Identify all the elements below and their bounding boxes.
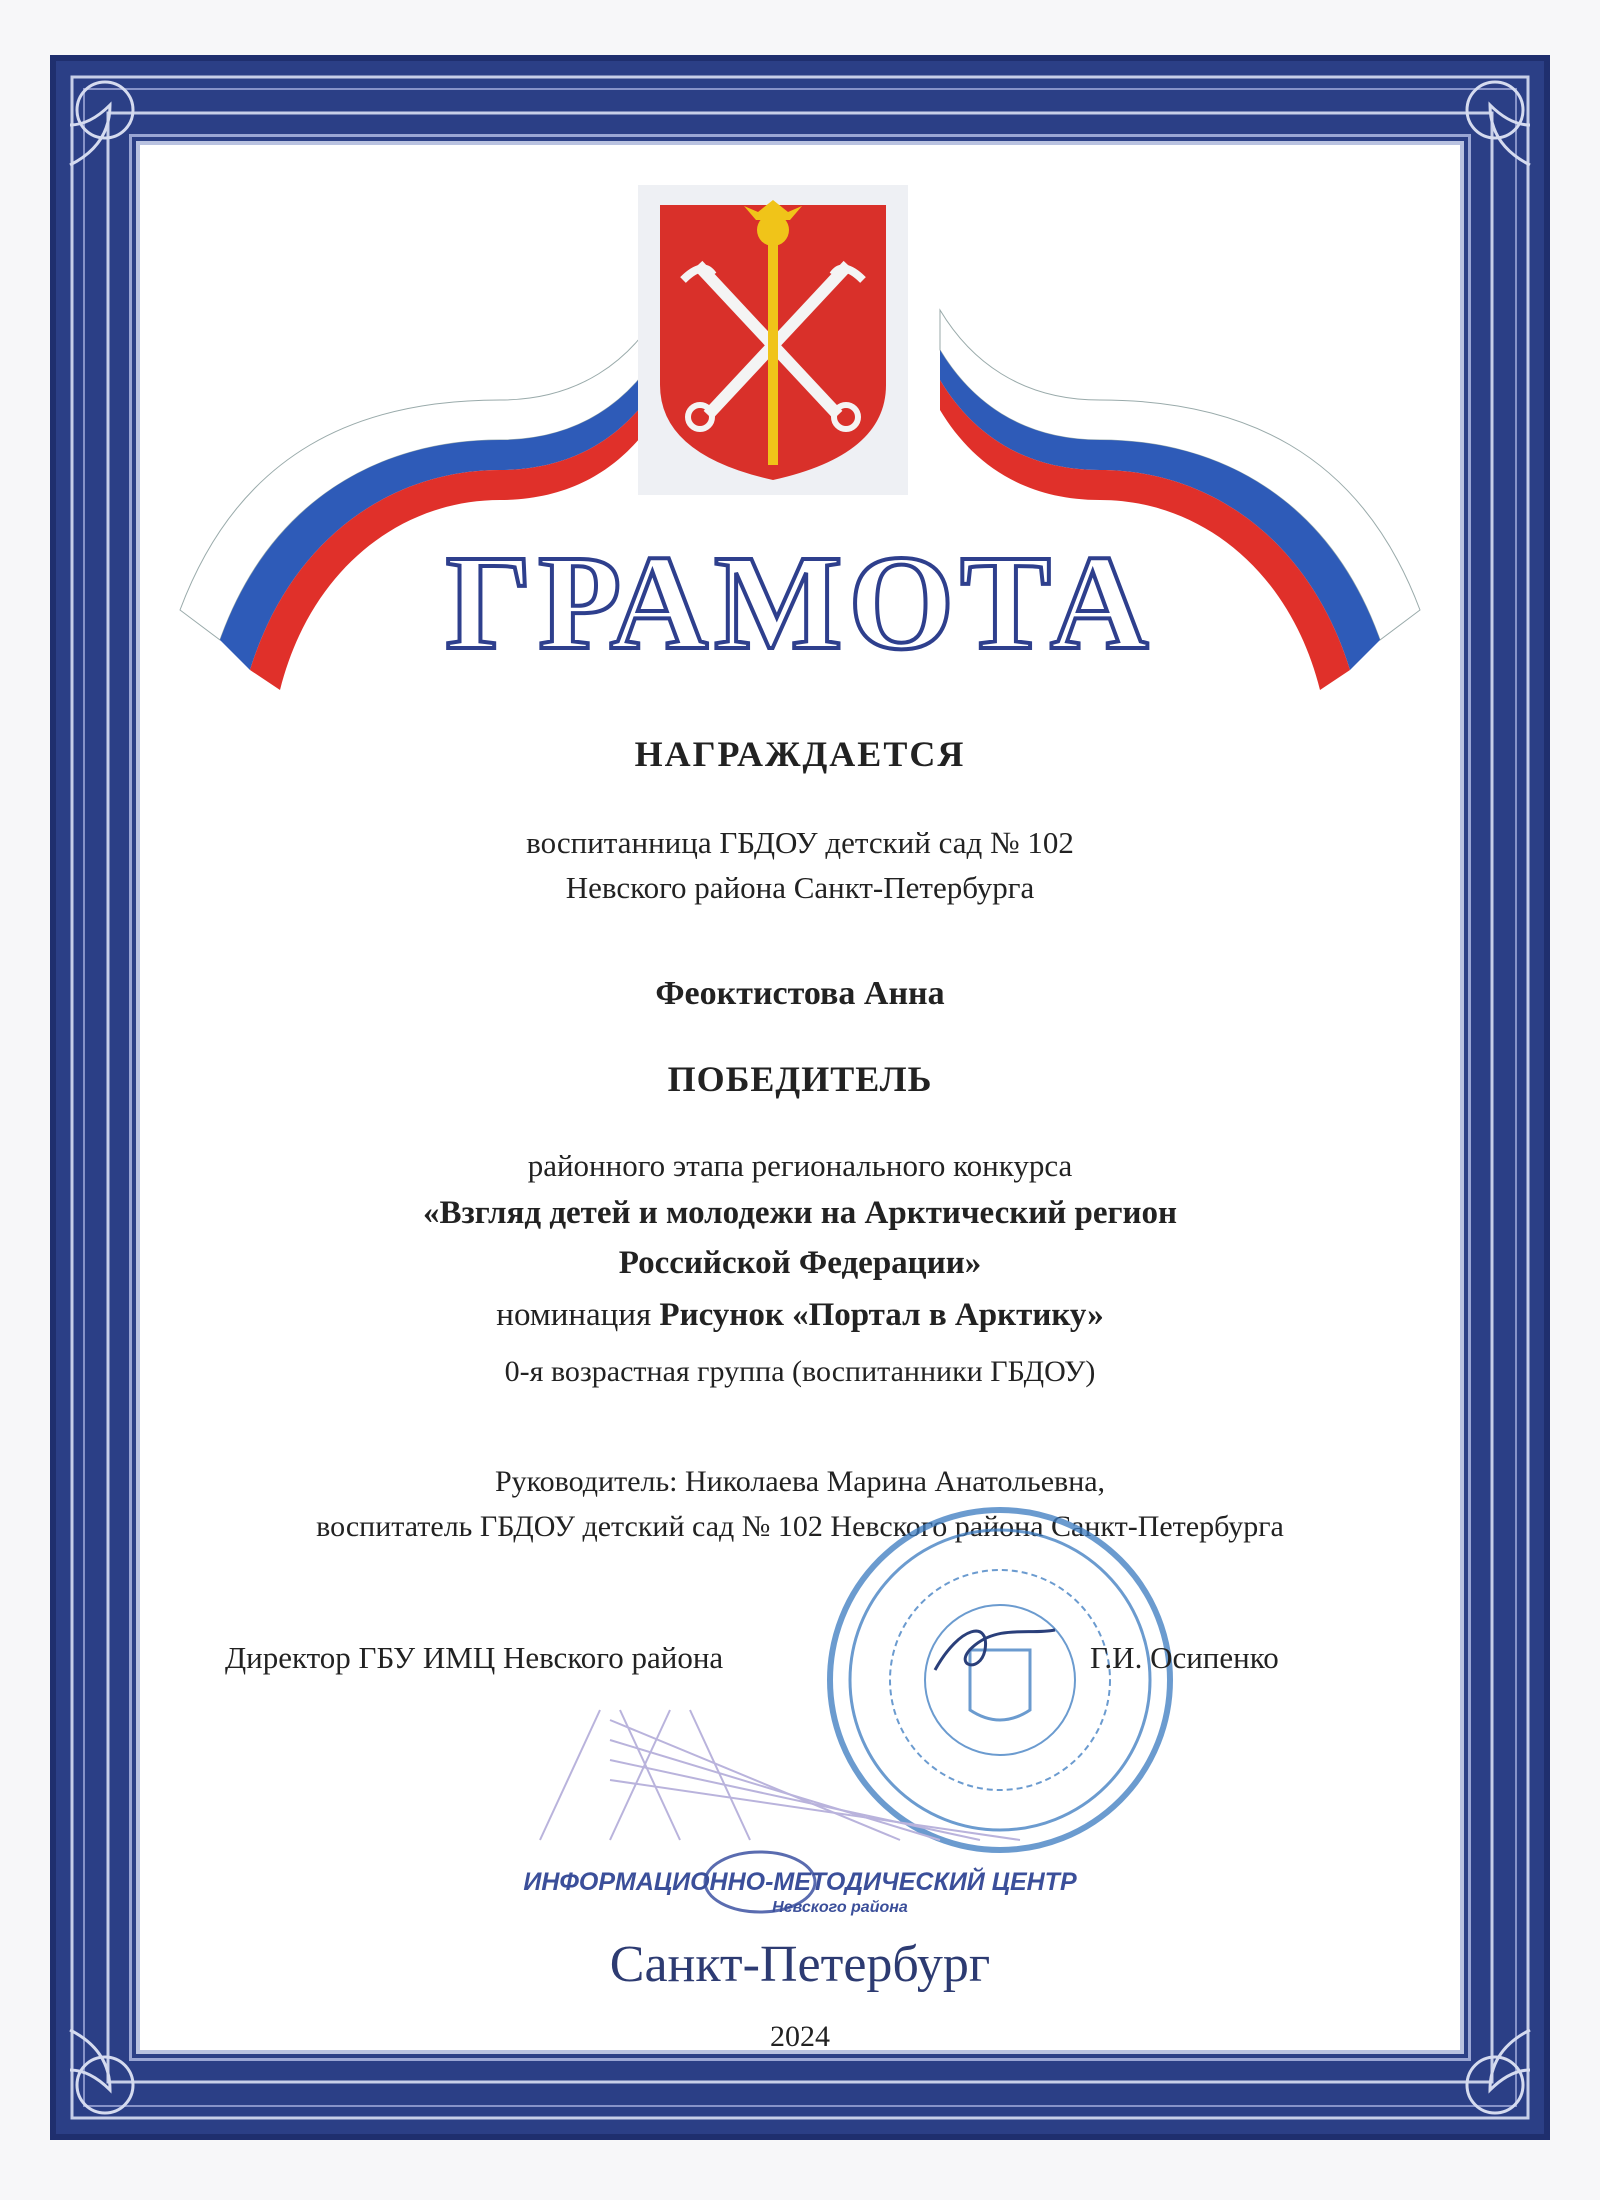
recipient-line-2: Невского района Санкт-Петербурга xyxy=(565,870,1035,905)
city: Санкт-Петербург xyxy=(609,1936,991,1993)
contest-title-line-1: «Взгляд детей и молодежи на Арктический регион xyxy=(422,1195,1178,1231)
year: 2024 xyxy=(770,2020,830,2053)
director-signature xyxy=(930,1615,1060,1685)
logo-line-1: ИНФОРМАЦИОННО-МЕТОДИЧЕСКИЙ ЦЕНТР xyxy=(523,1868,1077,1896)
contest-title-line-2: Российской Федерации» xyxy=(618,1245,982,1281)
director-name: Г.И. Осипенко xyxy=(1090,1640,1279,1675)
nomination xyxy=(0,1297,1600,1334)
saint-petersburg-coat-of-arms xyxy=(638,185,908,495)
recipient-line-1: воспитанница ГБДОУ детский сад № 102 xyxy=(526,825,1074,860)
certificate-title: ГРАМОТА xyxy=(445,528,1155,678)
contest-stage: районного этапа регионального конкурса xyxy=(527,1148,1073,1183)
nomination-title: Рисунок «Портал в Арктику» xyxy=(659,1297,1104,1333)
leader-line-1: Руководитель: Николаева Марина Анатольевна, xyxy=(494,1465,1106,1498)
leader-line-2: воспитатель ГБДОУ детский сад № 102 Невского района Санкт-Петербурга xyxy=(316,1510,1284,1543)
nomination-prefix: номинация xyxy=(496,1297,660,1333)
recipient-name: Феоктистова Анна xyxy=(655,975,945,1012)
imc-logo xyxy=(480,1690,1120,1920)
age-group: 0-я возрастная группа (воспитанники ГБДОУ) xyxy=(504,1355,1096,1388)
awarded-heading: НАГРАЖДАЕТСЯ xyxy=(634,734,966,774)
logo-line-2: Невского района xyxy=(772,1899,908,1916)
award-status: ПОБЕДИТЕЛЬ xyxy=(667,1059,933,1099)
director-label: Директор ГБУ ИМЦ Невского района xyxy=(225,1640,724,1675)
